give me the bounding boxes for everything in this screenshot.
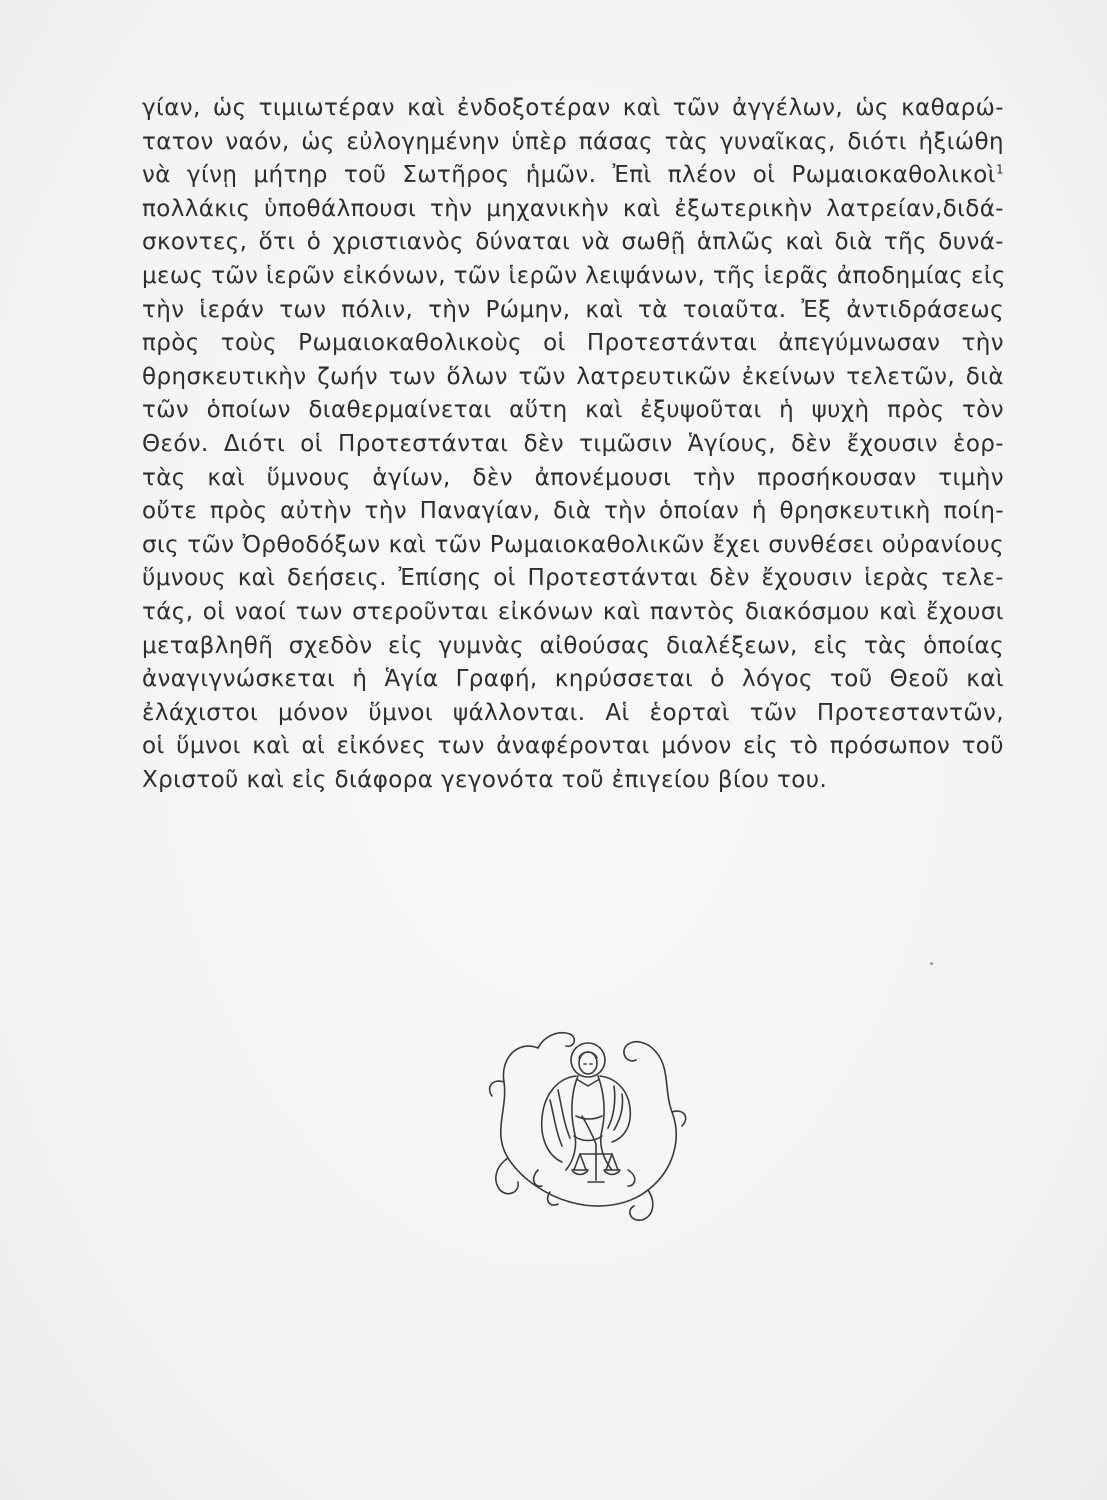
text-line: ἀναγιγνώσκεται ἡ Ἁγία Γραφή, κηρύσσεται ὁ λόγος τοῦ Θεοῦ καὶ (142, 666, 1004, 693)
text-line: ἐλάχιστοι μόνον ὕμνοι ψάλλονται. Αἱ ἑορταὶ τῶν Προτεσταντῶν, (142, 699, 1004, 726)
text-line: θρησκευτικὴν ζωήν των ὅλων τῶν λατρευτικῶν ἐκείνων τελετῶν, διὰ (142, 363, 1004, 390)
paper-speck (930, 962, 933, 965)
text-line: πολλάκις ὑποθάλπουσι τὴν μηχανικὴν καὶ ἐξωτερικὴν λατρείαν,διδά- (142, 195, 1004, 222)
text-line-content: νὰ γίνῃ μήτηρ τοῦ Σωτῆρος ἡμῶν. Ἐπὶ πλέον οἱ Ρωμαιοκαθολικοὶ (142, 162, 996, 189)
text-line: μεταβληθῆ σχεδὸν εἰς γυμνὰς αἰθούσας διαλέξεων, εἰς τὰς ὁποίας (142, 632, 1004, 659)
text-line: μεως τῶν ἱερῶν εἰκόνων, τῶν ἱερῶν λειψάνων, τῆς ἱερᾶς ἀποδημίας εἰς (142, 262, 1006, 289)
text-line: Θεόν. Διότι οἱ Προτεστάνται δὲν τιμῶσιν Ἁγίους, δὲν ἔχουσιν ἑορ- (142, 430, 1004, 457)
body-text (142, 92, 1004, 797)
text-line: σκοντες, ὅτι ὁ χριστιανὸς δύναται νὰ σωθῇ ἁπλῶς καὶ διὰ τῆς δυνά- (142, 229, 1004, 256)
text-line: τὴν ἱεράν των πόλιν, τὴν Ρώμην, καὶ τὰ τοιαῦτα. Ἐξ ἀντιδράσεως (142, 296, 1004, 323)
text-line: τῶν ὁποίων διαθερμαίνεται αὕτη καὶ ἐξυψοῦται ἡ ψυχὴ πρὸς τὸν (142, 397, 1004, 424)
footnote-marker: 1 (995, 162, 1004, 177)
text-line: ὕμνους καὶ δεήσεις. Ἐπίσης οἱ Προτεστάνται δὲν ἔχουσιν ἱερὰς τελε- (142, 565, 1004, 592)
text-line: γίαν, ὡς τιμιωτέραν καὶ ἐνδοξοτέραν καὶ τῶν ἀγγέλων, ὡς καθαρώ- (142, 95, 1004, 121)
text-line: Χριστοῦ καὶ εἰς διάφορα γεγονότα τοῦ ἐπιγείου βίου του. (142, 766, 828, 793)
text-line: τὰς καὶ ὕμνους ἁγίων, δὲν ἀπονέμουσι τὴν προσήκουσαν τιμὴν (142, 464, 1004, 491)
text-line: τατον ναόν, ὡς εὐλογημένην ὑπὲρ πάσας τὰς γυναῖκας, διότι ἠξιώθη (142, 128, 1004, 155)
text-line: οὔτε πρὸς αὐτὴν τὴν Παναγίαν, διὰ τὴν ὁποίαν ἡ θρησκευτικὴ ποίη- (142, 498, 1004, 525)
text-line: σις τῶν Ὀρθοδόξων καὶ τῶν Ρωμαιοκαθολικῶν ἔχει συνθέσει οὐρανίους (142, 531, 1004, 558)
text-line (142, 159, 1004, 193)
text-line: πρὸς τοὺς Ρωμαιοκαθολικοὺς οἱ Προτεστάνται ἀπεγύμνωσαν τὴν (142, 330, 1004, 357)
text-line: τάς, οἱ ναοί των στεροῦνται εἰκόνων καὶ παντὸς διακόσμου καὶ ἔχουσι (142, 598, 1004, 625)
angel-with-scales-icon (478, 1020, 698, 1230)
text-line: οἱ ὕμνοι καὶ αἱ εἰκόνες των ἀναφέρονται μόνον εἰς τὸ πρόσωπον τοῦ (142, 733, 1004, 760)
